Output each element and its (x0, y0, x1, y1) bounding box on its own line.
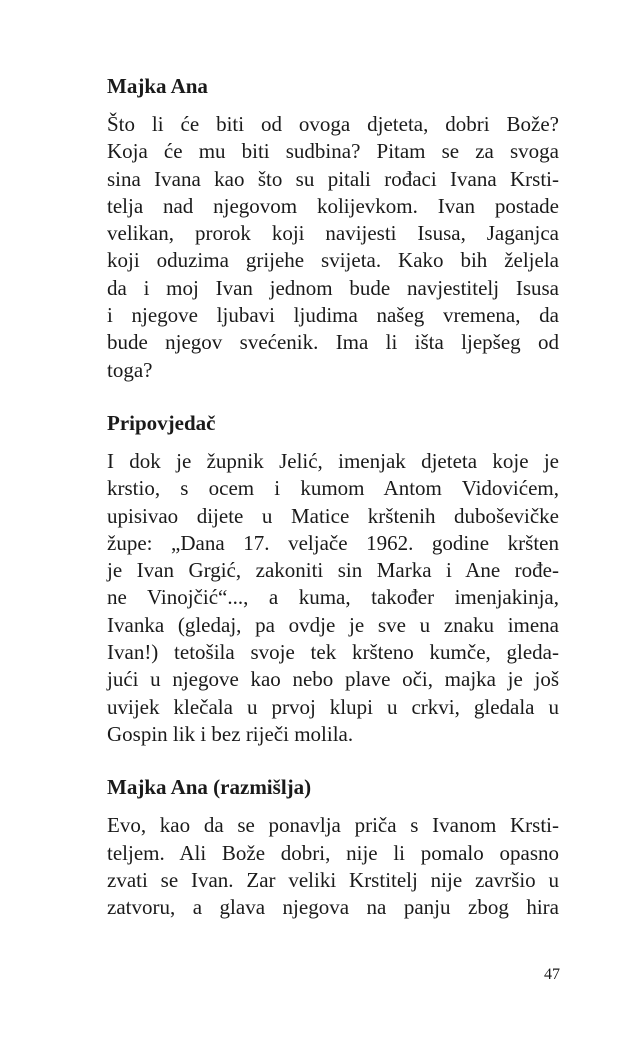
text-line: velikan, prorok koji navijesti Isusa, Jaganjca (107, 221, 559, 246)
paragraph (107, 448, 559, 748)
text-line: telja nad njegovom kolijevkom. Ivan postade (107, 193, 559, 218)
text-line: je Ivan Grgić, zakoniti sin Marka i Ane rođe- (107, 558, 559, 583)
text-line: Ivanka (gledaj, pa ovdje je sve u znaku imena (107, 612, 559, 637)
page-number: 47 (544, 966, 560, 983)
text-line: zatvoru, a glava njegova na panju zbog hira (107, 895, 559, 920)
text-line: Što li će biti od ovoga djeteta, dobri Bože? (107, 112, 559, 136)
text-line: jući u njegove kao nebo plave oči, majka je još (107, 667, 559, 692)
section-heading: Pripovjedač (107, 410, 216, 435)
text-line: teljem. Ali Bože dobri, nije li pomalo opasno (107, 840, 559, 865)
text-line: Evo, kao da se ponavlja priča s Ivanom Krsti- (107, 813, 559, 838)
page-body (107, 72, 559, 921)
text-line: Gospin lik i bez riječi molila. (107, 721, 354, 746)
text-line: da i moj Ivan jednom bude navjestitelj Isusa (107, 275, 559, 300)
paragraph (107, 812, 559, 921)
text-line: bude njegov svećenik. Ima li išta ljepšeg od (107, 330, 559, 355)
text-line: ne Vinojčić“..., a kuma, također imenjakinja, (107, 585, 559, 610)
text-line: krstio, s ocem i kumom Antom Vidovićem, (107, 476, 559, 501)
text-line: upisivao dijete u Matice krštenih duboševičke (107, 503, 559, 528)
text-line: sina Ivana kao što su pitali rođaci Ivana Krsti- (107, 166, 559, 191)
text-line: toga? (107, 357, 153, 382)
text-line: I dok je župnik Jelić, imenjak djeteta koje je (107, 448, 559, 473)
section-heading: Majka Ana (107, 74, 208, 98)
text-line: Koja će mu biti sudbina? Pitam se za svoga (107, 139, 559, 164)
text-line: i njegove ljubavi ljudima našeg vremena, da (107, 303, 559, 328)
text-line: koji oduzima grijehe svijeta. Kako bih željela (107, 248, 559, 273)
text-line: uvijek klečala u prvoj klupi u crkvi, gledala u (107, 694, 559, 719)
text-line: župe: „Dana 17. veljače 1962. godine kršten (107, 530, 559, 555)
paragraph (107, 111, 559, 384)
text-line: zvati se Ivan. Zar veliki Krstitelj nije završio u (107, 867, 559, 892)
section-heading: Majka Ana (razmišlja) (107, 775, 312, 800)
text-line: Ivan!) tetošila svoje tek kršteno kumče, gleda- (107, 640, 559, 665)
